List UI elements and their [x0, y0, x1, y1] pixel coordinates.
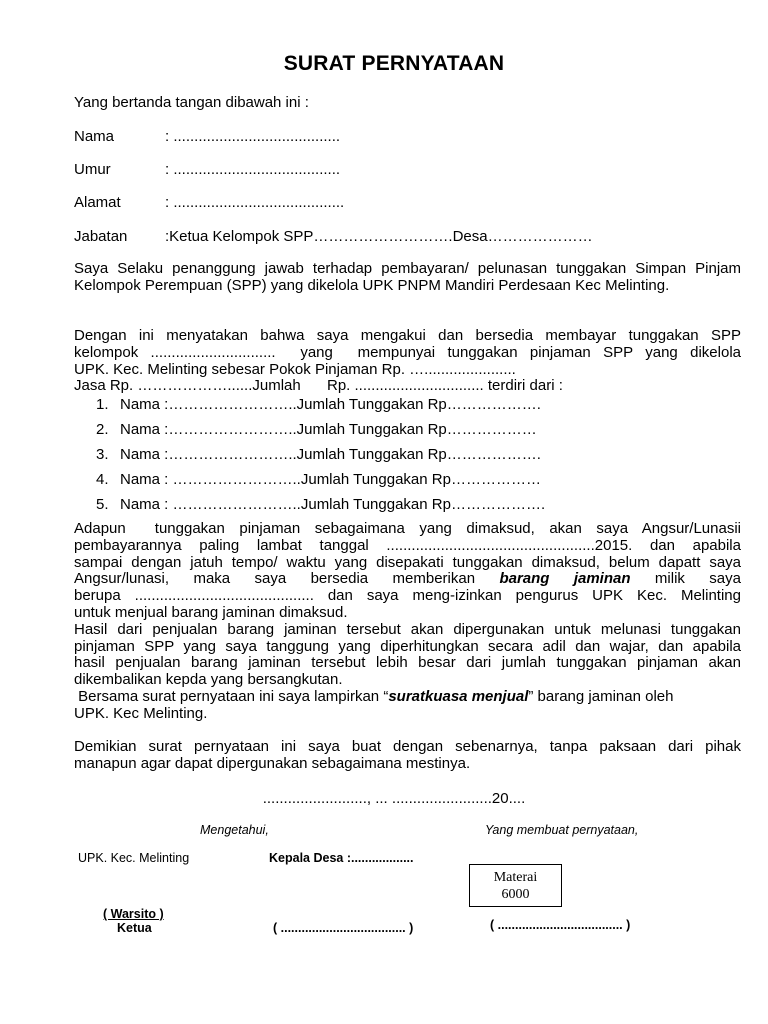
list-item-text: Nama : ……………………..Jumlah Tunggakan Rp………………: [120, 471, 541, 488]
field-label-nama: Nama: [74, 128, 115, 145]
paragraph-payment-terms: [74, 521, 741, 723]
materai-label: Materai: [493, 870, 538, 885]
statement-jasa-line: [74, 378, 741, 395]
terms-line-5: berupa ........................................... dan saya meng-izinkan pengurus UPK Kec. Melinting: [74, 587, 741, 605]
list-item-text: Nama :……………………..Jumlah Tunggakan Rp……………….: [120, 396, 541, 413]
document-title: SURAT PERNYATAAN: [283, 52, 505, 75]
barang-jaminan-emphasis: barang jaminan: [499, 570, 631, 588]
jasa-amount: Jasa Rp. ………………......Jumlah: [74, 377, 301, 395]
attachment-b: ” barang jaminan oleh: [528, 687, 674, 705]
paragraph-statement: [74, 328, 741, 395]
field-value-alamat: : .........................................: [165, 194, 345, 211]
list-item-number: 1.: [96, 396, 109, 413]
terms-line-4-a: Angsur/lunasi, maka saya bersedia memberikan: [74, 570, 500, 588]
attachment-a: Bersama surat pernyataan ini saya lampirkan “: [74, 687, 389, 705]
sale-line-2: pinjaman SPP yang saya tanggung yang diperhitungkan secara adil dan wajar, dan apabila: [74, 637, 741, 655]
attachment-line-1: [74, 689, 741, 706]
materai-value: 6000: [501, 887, 530, 902]
list-item-number: 3.: [96, 446, 109, 463]
place-date: ........................., ... ........................20....: [262, 790, 526, 807]
list-item: [96, 396, 541, 413]
terms-line-3: sampai dengan jatuh tempo/ waktu yang disepakati tunggakan dimaksud, belum dapatt saya: [74, 553, 741, 571]
terms-line-4: [74, 571, 741, 588]
list-item-number: 2.: [96, 421, 109, 438]
field-label-umur: Umur: [74, 161, 111, 178]
closing-line-2: manapun agar dapat dipergunakan sebagaimana mestinya.: [74, 754, 471, 772]
terms-line-2: pembayarannya paling lambat tanggal ..................................................2015. dan apabila: [74, 536, 741, 554]
list-item-number: 4.: [96, 471, 109, 488]
statement-line-2: kelompok .............................. yang mempunyai tunggakan pinjaman SPP yang dikelola: [74, 343, 741, 361]
list-item: [96, 471, 541, 488]
terms-line-6: untuk menjual barang jaminan dimaksud.: [74, 603, 348, 621]
terms-line-4-b: milik saya: [630, 570, 741, 588]
mengetahui-label: Mengetahui,: [200, 823, 269, 837]
list-item-text: Nama :……………………..Jumlah Tunggakan Rp……………….: [120, 446, 541, 463]
surat-kuasa-emphasis: suratkuasa menjual: [388, 687, 529, 705]
kepala-desa-label: Kepala Desa :..................: [269, 851, 414, 865]
yang-membuat-label: Yang membuat pernyataan,: [485, 823, 639, 837]
warsito-name: ( Warsito ): [103, 907, 164, 921]
list-item-number: 5.: [96, 496, 109, 513]
paragraph-closing: [74, 739, 741, 773]
field-label-jabatan: Jabatan: [74, 228, 128, 245]
kepala-desa-signature-line: ( .................................... ): [273, 921, 414, 935]
field-value-jabatan: :Ketua Kelompok SPP……………………….Desa…………………: [165, 228, 593, 245]
list-item-text: Nama :……………………..Jumlah Tunggakan Rp………………: [120, 421, 537, 438]
ketua-title: Ketua: [117, 921, 152, 935]
terms-line-1: Adapun tunggakan pinjaman sebagaimana yang dimaksud, akan saya Angsur/Lunasii: [74, 520, 741, 537]
statement-line-1: Dengan ini menyatakan bahwa saya mengakui dan bersedia membayar tunggakan SPP: [74, 327, 741, 344]
statement-line-3: UPK. Kec. Melinting sebesar Pokok Pinjaman Rp. …......................: [74, 360, 516, 378]
materai-stamp-box: [469, 864, 562, 907]
sale-line-1: Hasil dari penjualan barang jaminan tersebut akan dipergunakan untuk melunasi tunggakan: [74, 620, 741, 638]
sale-line-4: dikembalikan kepda yang bersangkutan.: [74, 671, 343, 689]
upk-label: UPK. Kec. Melinting: [78, 851, 190, 865]
list-item: [96, 446, 541, 463]
closing-line-1: Demikian surat pernyataan ini saya buat dengan sebenarnya, tanpa paksaan dari pihak: [74, 738, 741, 755]
paragraph-responsibility: Saya Selaku penanggung jawab terhadap pembayaran/ pelunasan tunggakan Simpan Pinjam Kelompok Perempuan (SPP) yang dikelola UPK PNPM Mandiri Perdesaan Kec Melinting.: [74, 260, 741, 294]
attachment-line-2: UPK. Kec Melinting.: [74, 704, 208, 722]
field-label-alamat: Alamat: [74, 194, 121, 211]
intro-text: Yang bertanda tangan dibawah ini :: [74, 94, 309, 111]
field-value-umur: : ........................................: [165, 161, 341, 178]
maker-signature-line: ( .................................... ): [490, 918, 631, 932]
sale-line-3: hasil penjualan barang jaminan tersebut lebih besar dari jumlah tunggakan pinjaman akan: [74, 654, 741, 672]
jumlah-amount: Rp. ............................... terdiri dari :: [327, 377, 563, 395]
field-value-nama: : ........................................: [165, 128, 341, 145]
list-item-text: Nama : ……………………..Jumlah Tunggakan Rp……………….: [120, 496, 546, 513]
list-item: [96, 496, 545, 513]
list-item: [96, 421, 537, 438]
